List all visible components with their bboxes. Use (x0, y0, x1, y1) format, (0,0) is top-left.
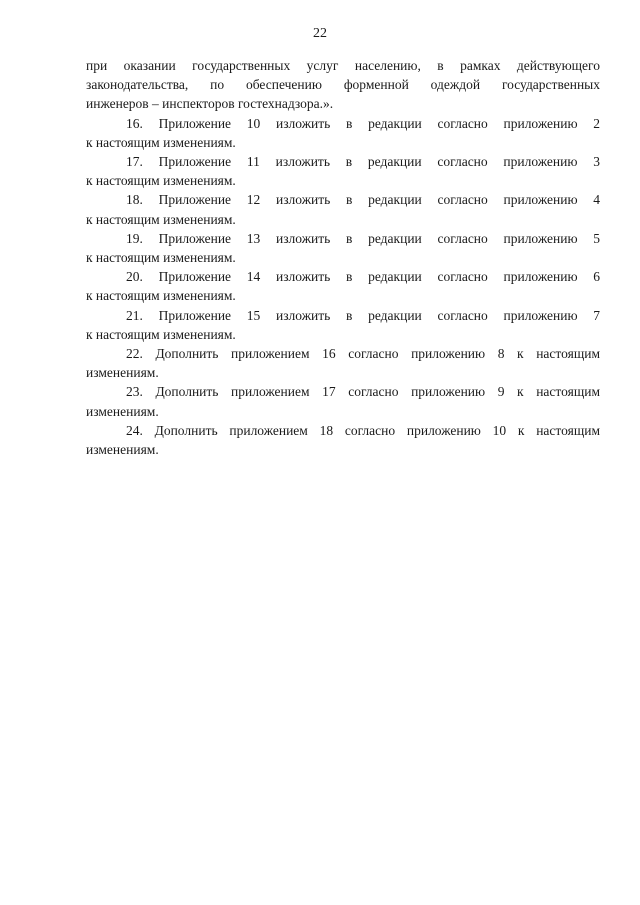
item-first-line: 17. Приложение 11 изложить в редакции согласно приложению 3 (126, 154, 600, 170)
page-number: 22 (313, 26, 327, 41)
text-line: инженеров – инспекторов гостехнадзора.». (86, 96, 334, 112)
item-paragraph (86, 229, 600, 267)
item-first-line: 19. Приложение 13 изложить в редакции согласно приложению 5 (126, 230, 600, 246)
item-paragraph (86, 267, 600, 305)
item-paragraph (86, 114, 600, 152)
item-continuation: изменениям. (86, 442, 159, 458)
item-continuation: к настоящим изменениям. (86, 134, 236, 150)
item-paragraph (86, 190, 600, 228)
item-first-line: 21. Приложение 15 изложить в редакции согласно приложению 7 (126, 307, 600, 323)
item-first-line: 16. Приложение 10 изложить в редакции согласно приложению 2 (126, 115, 600, 131)
item-first-line: 22. Дополнить приложением 16 согласно приложению 8 к настоящим (126, 346, 600, 362)
item-paragraph (86, 344, 600, 382)
item-continuation: к настоящим изменениям. (86, 250, 236, 266)
item-continuation: к настоящим изменениям. (86, 288, 236, 304)
document-body (86, 56, 600, 459)
item-continuation: к настоящим изменениям. (86, 326, 236, 342)
item-continuation: изменениям. (86, 403, 159, 419)
lead-paragraph (86, 56, 600, 114)
item-paragraph (86, 152, 600, 190)
item-first-line: 20. Приложение 14 изложить в редакции согласно приложению 6 (126, 269, 600, 285)
text-line: законодательства, по обеспечению форменной одеждой государственных (86, 77, 600, 93)
item-continuation: изменениям. (86, 365, 159, 381)
text-line: при оказании государственных услуг населению, в рамках действующего (86, 58, 600, 73)
item-paragraph (86, 382, 600, 420)
item-first-line: 23. Дополнить приложением 17 согласно приложению 9 к настоящим (126, 384, 600, 400)
item-paragraph (86, 421, 600, 459)
item-continuation: к настоящим изменениям. (86, 211, 236, 227)
item-paragraph (86, 306, 600, 344)
item-first-line: 24. Дополнить приложением 18 согласно приложению 10 к настоящим (126, 422, 600, 438)
item-continuation: к настоящим изменениям. (86, 173, 236, 189)
item-first-line: 18. Приложение 12 изложить в редакции согласно приложению 4 (126, 192, 600, 208)
